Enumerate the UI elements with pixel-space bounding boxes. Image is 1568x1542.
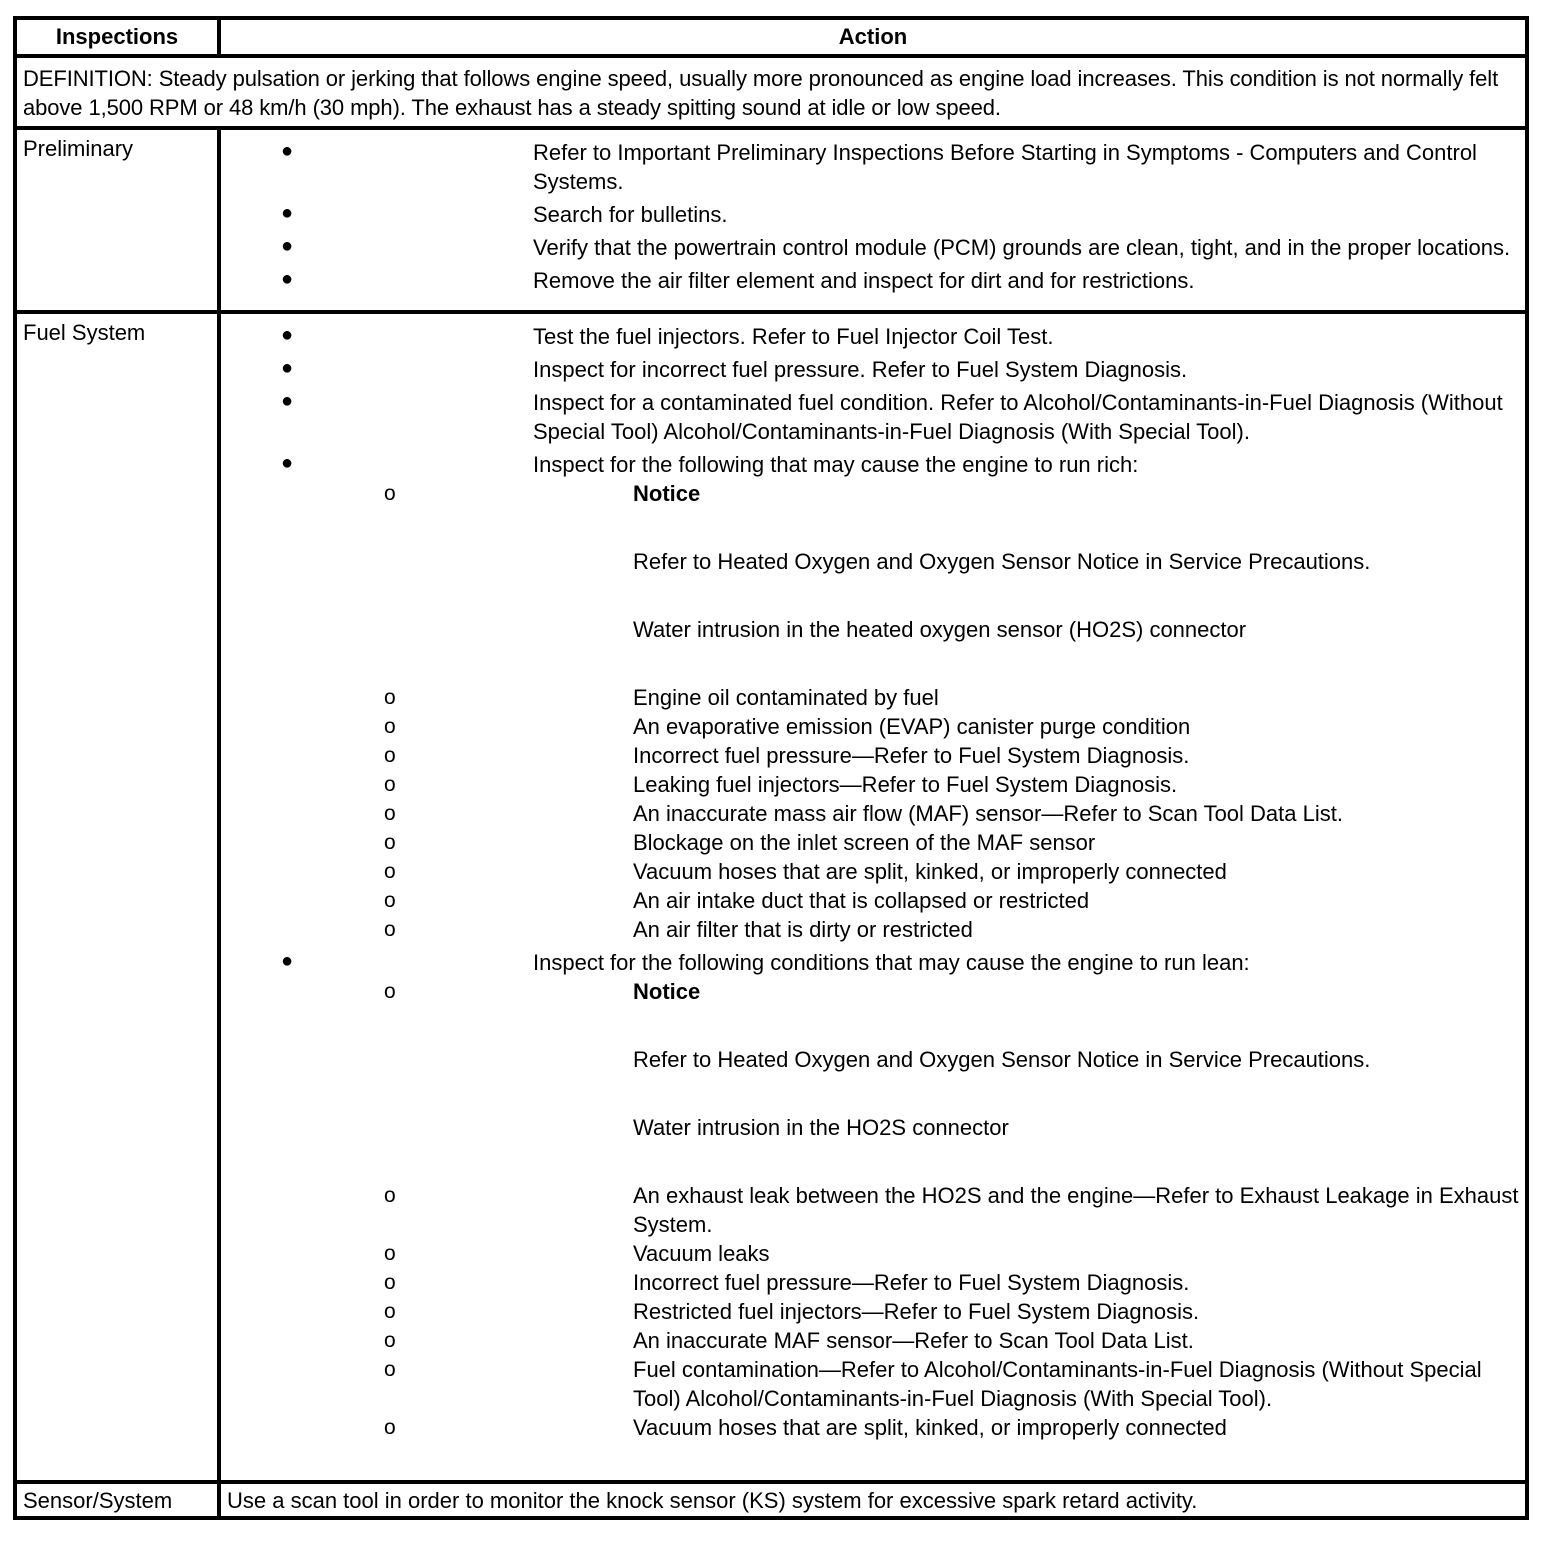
sub-item: o An exhaust leak between the HO2S and the engine—Refer to Exhaust Leakage in Exhaust System.	[384, 1183, 1519, 1237]
preliminary-actions	[219, 128, 1527, 312]
sub-item: o Restricted fuel injectors—Refer to Fuel System Diagnosis.	[384, 1299, 1200, 1324]
sub-item: o An evaporative emission (EVAP) canister purge condition	[384, 714, 1191, 739]
list-item: ● Verify that the powertrain control module (PCM) grounds are clean, tight, and in the proper locations.	[281, 235, 1511, 260]
notice-item: o Notice	[384, 979, 701, 1004]
notice-item: o Notice	[384, 481, 701, 506]
list-item: ● Inspect for a contaminated fuel condition. Refer to Alcohol/Contaminants-in-Fuel Diagnosis (Without Special Tool) Alcohol/Contaminants-in-Fuel Diagnosis (With Special Tool).	[281, 390, 1503, 444]
notice-first: Water intrusion in the HO2S connector	[633, 1115, 1009, 1140]
sub-item: o An air intake duct that is collapsed or restricted	[384, 888, 1090, 913]
notice-text: Refer to Heated Oxygen and Oxygen Sensor Notice in Service Precautions.	[633, 1047, 1371, 1072]
sensor-row	[15, 1482, 1527, 1518]
sub-item: o Fuel contamination—Refer to Alcohol/Contaminants-in-Fuel Diagnosis (Without Special Tool) Alcohol/Contaminants-in-Fuel Diagnosis (With Special Tool).	[384, 1357, 1482, 1411]
diagnostic-table	[13, 16, 1529, 1520]
sub-item: o Incorrect fuel pressure—Refer to Fuel System Diagnosis.	[384, 1270, 1190, 1295]
notice-text: Refer to Heated Oxygen and Oxygen Sensor Notice in Service Precautions.	[633, 549, 1371, 574]
fuel-system-row	[15, 312, 1527, 1482]
sub-item: o Vacuum hoses that are split, kinked, or improperly connected	[384, 1415, 1227, 1440]
sub-item: o Vacuum leaks	[384, 1241, 770, 1266]
list-item: ● Inspect for the following that may cause the engine to run rich:	[281, 452, 1139, 477]
sub-item: o An inaccurate MAF sensor—Refer to Scan Tool Data List.	[384, 1328, 1194, 1353]
definition-text: DEFINITION: Steady pulsation or jerking that follows engine speed, usually more pronounced as engine load increases. This condition is not normally felt above 1,500 RPM or 48 km/h (30 mph). The exhaust has a steady spitting sound at idle or low speed.	[15, 56, 1527, 128]
notice-first: Water intrusion in the heated oxygen sensor (HO2S) connector	[633, 617, 1247, 642]
sensor-label: Sensor/System	[15, 1482, 219, 1518]
header-row	[15, 18, 1527, 56]
preliminary-label: Preliminary	[15, 128, 219, 312]
list-item: ● Inspect for the following conditions that may cause the engine to run lean:	[281, 950, 1250, 975]
preliminary-row	[15, 128, 1527, 312]
list-item: ● Test the fuel injectors. Refer to Fuel Injector Coil Test.	[281, 324, 1054, 349]
sensor-text: Use a scan tool in order to monitor the knock sensor (KS) system for excessive spark retard activity.	[219, 1482, 1527, 1518]
header-inspections: Inspections	[15, 18, 219, 56]
list-item: ● Refer to Important Preliminary Inspections Before Starting in Symptoms - Computers and Control Systems.	[281, 140, 1477, 194]
sub-item: o Vacuum hoses that are split, kinked, or improperly connected	[384, 859, 1227, 884]
sub-item: o Leaking fuel injectors—Refer to Fuel System Diagnosis.	[384, 772, 1178, 797]
header-action: Action	[219, 18, 1527, 56]
sub-item: o Incorrect fuel pressure—Refer to Fuel System Diagnosis.	[384, 743, 1190, 768]
list-item: ● Inspect for incorrect fuel pressure. Refer to Fuel System Diagnosis.	[281, 357, 1188, 382]
list-item: ● Remove the air filter element and inspect for dirt and for restrictions.	[281, 268, 1195, 293]
sub-item: o Blockage on the inlet screen of the MAF sensor	[384, 830, 1096, 855]
sub-item: o Engine oil contaminated by fuel	[384, 685, 939, 710]
sub-item: o An air filter that is dirty or restricted	[384, 917, 973, 942]
sub-item: o An inaccurate mass air flow (MAF) sensor—Refer to Scan Tool Data List.	[384, 801, 1343, 826]
definition-row	[15, 56, 1527, 128]
fuel-system-actions	[219, 312, 1527, 1482]
list-item: ● Search for bulletins.	[281, 202, 728, 227]
fuel-system-label: Fuel System	[15, 312, 219, 1482]
